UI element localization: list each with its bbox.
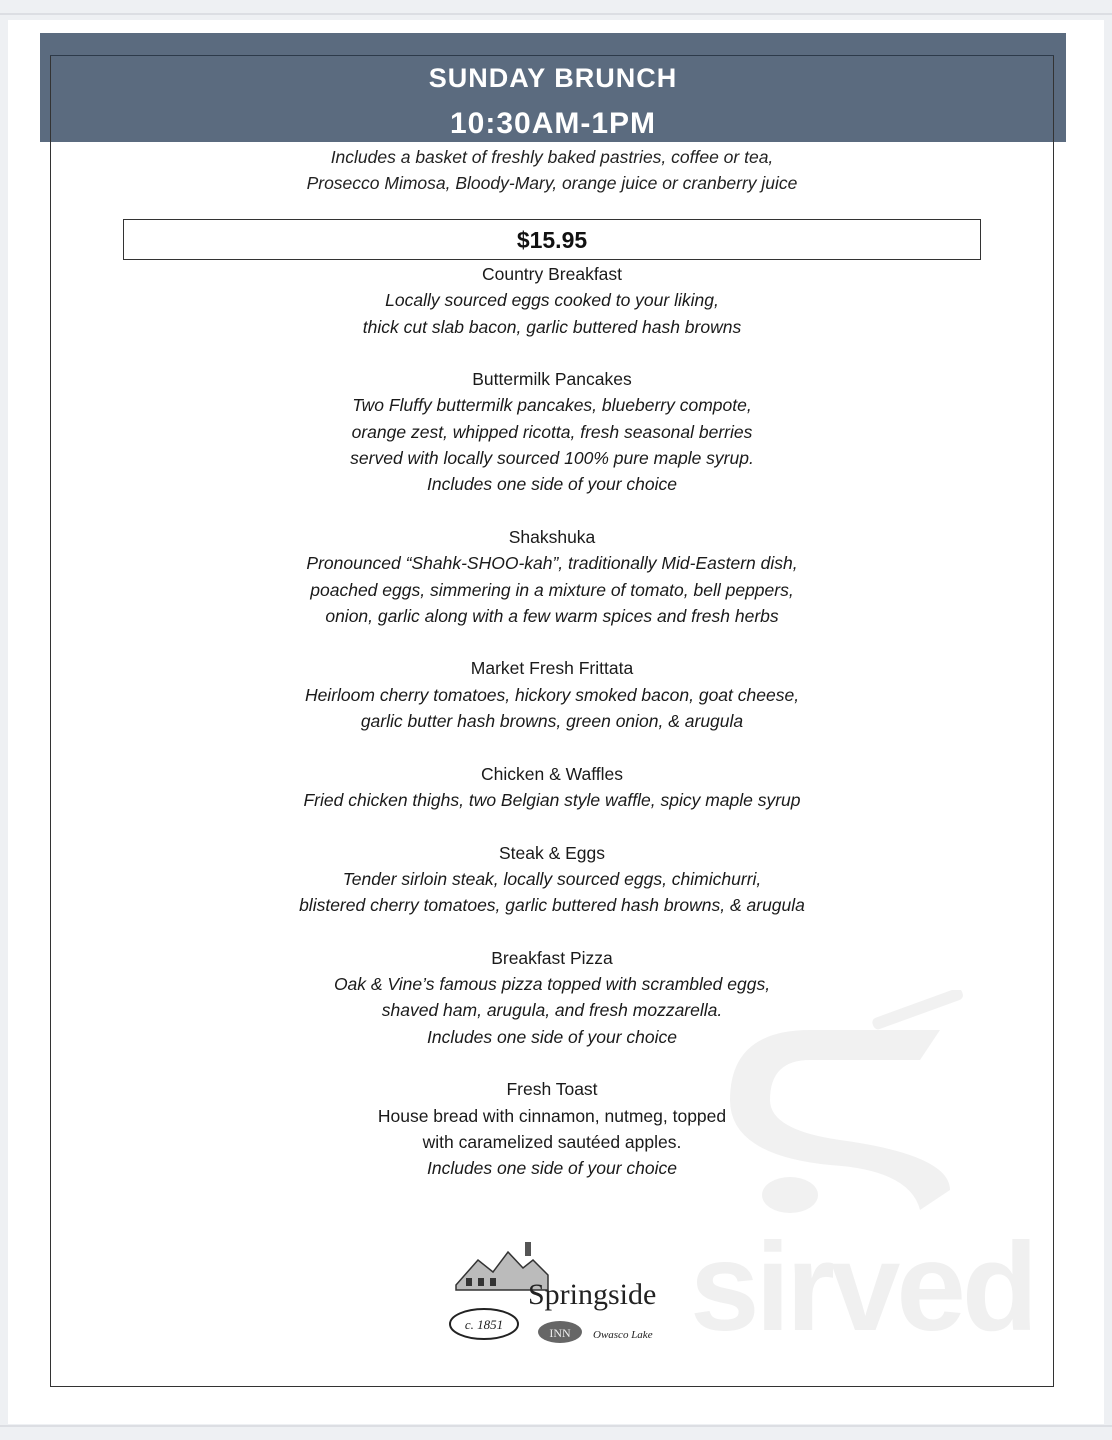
menu-item-name: Breakfast Pizza <box>491 947 613 968</box>
springside-inn-logo <box>448 1240 683 1355</box>
menu-item-description: Fried chicken thighs, two Belgian style waffle, spicy maple syrup <box>303 789 801 810</box>
menu-item-description: blistered cherry tomatoes, garlic buttered hash browns, & arugula <box>299 895 805 916</box>
menu-item-description: with caramelized sautéed apples. <box>422 1131 682 1152</box>
menu-item <box>50 524 1054 629</box>
svg-text:Owasco Lake: Owasco Lake <box>593 1329 653 1341</box>
menu-item <box>50 261 1054 340</box>
menu-item-description: Oak & Vine’s famous pizza topped with scrambled eggs, <box>333 974 771 995</box>
menu-item-description: shaved ham, arugula, and fresh mozzarella. <box>381 1000 723 1021</box>
menu-item-description: Tender sirloin steak, locally sourced eggs, chimichurri, <box>342 868 762 889</box>
menu-item <box>50 655 1054 734</box>
menu-item <box>50 840 1054 919</box>
menu-item-description: onion, garlic along with a few warm spices and fresh herbs <box>325 605 779 626</box>
menu-item <box>50 1076 1054 1181</box>
intro-line: Prosecco Mimosa, Bloody-Mary, orange juice or cranberry juice <box>306 173 798 193</box>
menu-item-name: Chicken & Waffles <box>481 763 623 784</box>
menu-item <box>50 945 1054 1050</box>
menu-item-description: Includes one side of your choice <box>426 474 678 495</box>
svg-text:c. 1851: c. 1851 <box>464 1317 504 1332</box>
menu-item-description: Heirloom cherry tomatoes, hickory smoked bacon, goat cheese, <box>304 684 800 705</box>
top-divider <box>0 13 1112 15</box>
menu-item-description: Locally sourced eggs cooked to your liking, <box>385 290 719 311</box>
page-title: SUNDAY BRUNCH <box>428 63 678 93</box>
menu-item-description: House bread with cinnamon, nutmeg, topped <box>377 1105 727 1126</box>
menu-items <box>50 261 1054 1208</box>
menu-item-name: Buttermilk Pancakes <box>472 369 632 390</box>
menu-item <box>50 761 1054 814</box>
menu-item-description: garlic butter hash browns, green onion, & arugula <box>360 711 744 732</box>
svg-text:Springside: Springside <box>528 1278 657 1311</box>
sirved-watermark: sirved <box>690 1218 1035 1357</box>
menu-item-description: served with locally sourced 100% pure maple syrup. <box>350 448 754 469</box>
brunch-hours: 10:30AM-1PM <box>449 107 657 140</box>
price-box: $15.95 <box>123 219 981 260</box>
brunch-includes <box>50 144 1054 196</box>
menu-item <box>50 366 1054 497</box>
menu-item-description: Pronounced “Shahk-SHOO-kah”, traditionally Mid-Eastern dish, <box>306 553 798 574</box>
menu-item-description: orange zest, whipped ricotta, fresh seasonal berries <box>351 421 753 442</box>
menu-item-description: Includes one side of your choice <box>426 1026 678 1047</box>
menu-item-description: Two Fluffy buttermilk pancakes, blueberry compote, <box>352 395 752 416</box>
svg-text:INN: INN <box>549 1326 571 1340</box>
menu-item-description: poached eggs, simmering in a mixture of tomato, bell peppers, <box>310 579 794 600</box>
menu-item-name: Market Fresh Frittata <box>470 658 634 679</box>
menu-item-description: Includes one side of your choice <box>426 1158 678 1179</box>
menu-item-name: Fresh Toast <box>506 1079 598 1100</box>
menu-item-name: Country Breakfast <box>481 264 623 284</box>
menu-item-name: Shakshuka <box>508 526 596 547</box>
menu-item-description: thick cut slab bacon, garlic buttered hash browns <box>362 316 742 337</box>
bottom-divider <box>0 1425 1112 1427</box>
header-inner-line <box>50 55 1054 56</box>
menu-item-name: Steak & Eggs <box>498 842 606 863</box>
intro-line: Includes a basket of freshly baked pastries, coffee or tea, <box>330 147 774 167</box>
